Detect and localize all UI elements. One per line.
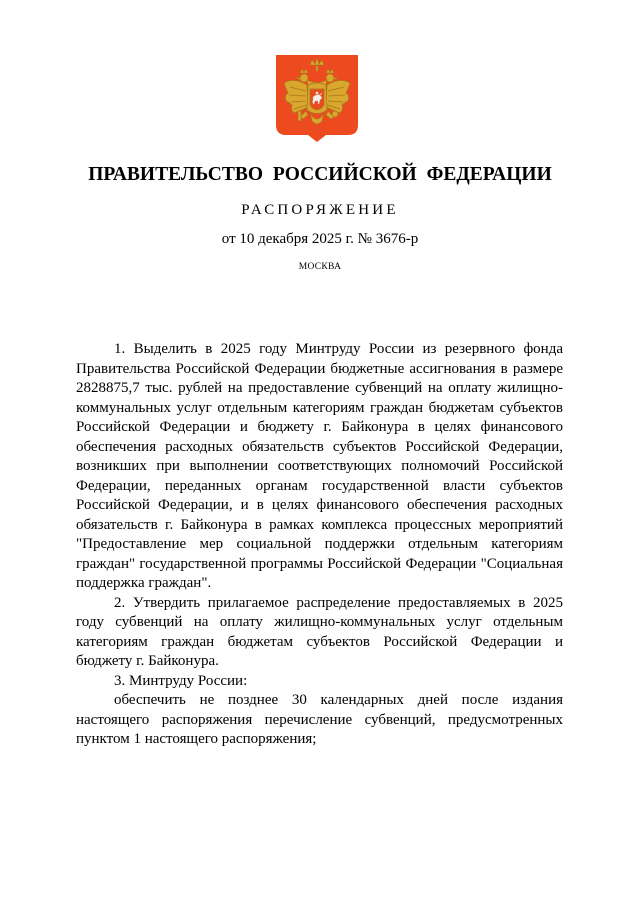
government-title: ПРАВИТЕЛЬСТВО РОССИЙСКОЙ ФЕДЕРАЦИИ xyxy=(88,164,552,185)
paragraph-2: 2. Утвердить прилагаемое распределение предоставляемых в 2025 году субвенций на оплату жилищно-коммунальных услуг отдельным категориям граждан бюджетам субъектов Российской Федерации и бюджету г. Байконура. xyxy=(76,594,563,669)
russian-coat-of-arms-icon xyxy=(276,55,358,142)
paragraph-3-subitem: обеспечить не позднее 30 календарных дней после издания настоящего распоряжения перечисление субвенций, предусмотренных пунктом 1 настоящего распоряжения; xyxy=(76,692,563,747)
document-date-number: от 10 декабря 2025 г. № 3676-р xyxy=(221,231,419,247)
document-type: РАСПОРЯЖЕНИЕ xyxy=(241,202,399,218)
paragraph-1: 1. Выделить в 2025 году Минтруду России из резервного фонда Правительства Российской Федерации бюджетные ассигнования в размере 2828875,7 тыс. рублей на предоставление субвенций на оплату жилищно-коммунальных услуг отдельным категориям граждан бюджетам субъектов Российской Федерации и бюджету г. Байконура в целях финансового обеспечения расходных обязательств субъектов Российской Федерации, возникших при выполнении соответствующих полномочий Российской Федерации, переданных органам государственной власти субъектов Российской Федерации, и в целях финансового обеспечения расходных обязательств г. Байконура в рамках комплекса процессных мероприятий "Предоставление мер социальной поддержки отдельным категориям граждан" государственной программы Российской Федерации "Социальная поддержка граждан". xyxy=(76,341,563,591)
paragraph-3: 3. Минтруду России: xyxy=(114,672,248,689)
document-city: МОСКВА xyxy=(298,262,342,272)
document-body xyxy=(76,340,563,750)
